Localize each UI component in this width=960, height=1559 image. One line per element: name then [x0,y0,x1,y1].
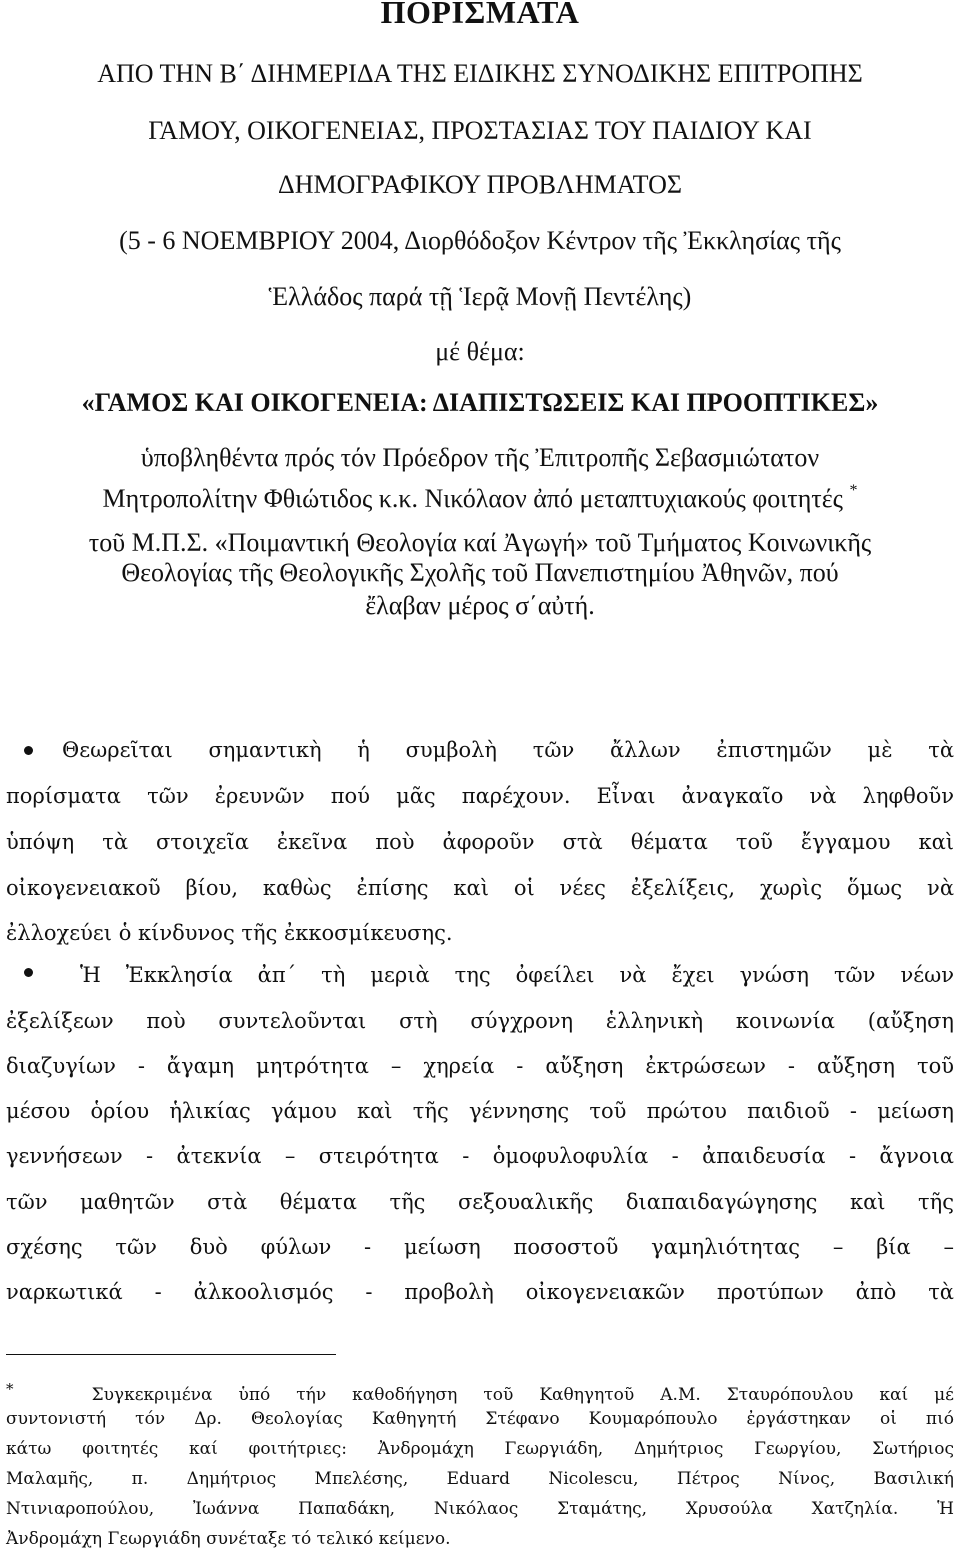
bullet-1-marker [24,746,33,755]
bullet-2-line-6: τῶν μαθητῶν στὰ θέματα τῆς σεξουαλικῆς διαπαιδαγώγησης καὶ τῆς [6,1190,954,1214]
footnote-line-1-text: Συγκεκριμένα ὑπό τήν καθοδήγηση τοῦ Καθηγητοῦ Α.Μ. Σταυρόπουλου καί μέ [91,1385,954,1405]
footnote-marker: * [6,1380,14,1398]
bullet-1-line-5: ἐλλοχεύει ὁ κίνδυνος τῆς ἐκκοσμίκευσης. [6,921,453,945]
footnote-line-4: Μαλαμῆς, π. Δημήτριος Μπελέσης, Eduard Nicolescu, Πέτρος Νίνος, Βασιλική [6,1469,954,1489]
bullet-1-line-1: Θεωρεῖται σημαντικὴ ἡ συμβολὴ τῶν ἄλλων ἐπιστημῶν μὲ τὰ [62,738,954,762]
bullet-2-line-4: μέσου ὁρίου ἡλικίας γάμου καὶ τῆς γέννησης τοῦ πρώτου παιδιοῦ - μείωση [6,1099,954,1123]
bullet-2-marker [24,968,33,977]
footnote-line-5: Ντινιαροπούλου, Ἰωάννα Παπαδάκη, Νικόλαος Σταμάτης, Χρυσούλα Χατζηλία. Ἡ [6,1499,954,1519]
bullet-2-line-7: σχέσης τῶν δυὸ φύλων - μείωση ποσοστοῦ γαμηλιότητας – βία – [6,1235,954,1259]
submission-line-2-text: Μητροπολίτην Φθιώτιδος κ.κ. Νικόλαον ἀπό μεταπτυχιακούς φοιτητές [102,484,843,513]
theme-line: «ΓΑΜΟΣ ΚΑΙ ΟΙΚΟΓΕΝΕΙΑ: ΔΙΑΠΙΣΤΩΣΕΙΣ ΚΑΙ ΠΡΟΟΠΤΙΚΕΣ» [81,388,879,417]
bullet-1-line-4: οἰκογενειακοῦ βίου, καθὼς ἐπίσης καὶ οἱ νέες ἐξελίξεις, χωρὶς ὅμως νὰ [6,876,954,900]
submission-line-5: ἔλαβαν μέρος σ΄αὐτή. [365,591,595,620]
footnote-line-2: συντονιστή τόν Δρ. Θεολογίας Καθηγητή Στέφανο Κουμαρόπουλο ἐργάστηκαν οἱ πιό [6,1409,954,1429]
bullet-2-line-2: ἐξελίξεων ποὺ συντελοῦνται στὴ σύγχρονη ἑλληνικὴ κοινωνία (αὔξηση [6,1009,954,1033]
header-line-6: μέ θέμα: [435,337,525,366]
footnote-reference: * [849,482,858,499]
document-title: ΠΟΡΙΣΜΑΤΑ [380,0,580,30]
header-line-4: (5 - 6 ΝΟΕΜΒΡΙΟΥ 2004, Διορθόδοξον Κέντρον τῆς Ἐκκλησίας τῆς [119,226,841,255]
submission-line-1: ὑποβληθέντα πρός τόν Πρόεδρον τῆς Ἐπιτροπῆς Σεβασμιώτατον [140,443,820,472]
submission-line-2 [0,481,960,521]
bullet-1-line-2: πορίσματα τῶν ἐρευνῶν πού μᾶς παρέχουν. Εἶναι ἀναγκαῖο νὰ ληφθοῦν [6,784,954,808]
footnote-separator [6,1354,336,1355]
bullet-1-line-3: ὑπόψη τὰ στοιχεῖα ἐκεῖνα ποὺ ἀφοροῦν στὰ θέματα τοῦ ἔγγαμου καὶ [6,830,954,854]
submission-line-4: Θεολογίας τῆς Θεολογικῆς Σχολῆς τοῦ Πανεπιστημίου Ἀθηνῶν, πού [121,558,839,587]
bullet-2-line-1: Ἡ Ἐκκλησία ἀπ΄ τὴ μεριὰ της ὀφείλει νὰ ἔχει γνώση τῶν νέων [80,963,954,987]
header-line-5: Ἑλλάδος παρά τῇ Ἱερᾷ Μονῇ Πεντέλης) [268,282,692,311]
bullet-2-line-5: γεννήσεων - ἀτεκνία – στειρότητα - ὁμοφυλοφυλία - ἀπαιδευσία - ἄγνοια [6,1144,954,1168]
bullet-2-line-8: ναρκωτικά - ἀλκοολισμός - προβολὴ οἰκογενειακῶν προτύπων ἀπὸ τὰ [6,1280,954,1304]
header-line-3: ΔΗΜΟΓΡΑΦΙΚΟΥ ΠΡΟΒΛΗΜΑΤΟΣ [277,170,682,199]
header-line-1: ΑΠΟ ΤΗΝ Β΄ ΔΙΗΜΕΡΙΔΑ ΤΗΣ ΕΙΔΙΚΗΣ ΣΥΝΟΔΙΚΗΣ ΕΠΙΤΡΟΠΗΣ [97,59,863,88]
footnote-line-3: κάτω φοιτητές καί φοιτήτριες: Ἀνδρομάχη Γεωργιάδη, Δημήτριος Γεωργίου, Σωτήριος [6,1439,954,1459]
footnote-line-6: Ἀνδρομάχη Γεωργιάδη συνέταξε τό τελικό κείμενο. [6,1529,451,1549]
bullet-2-line-3: διαζυγίων - ἄγαμη μητρότητα – χηρεία - αὔξηση ἐκτρώσεων - αὔξηση τοῦ [6,1054,954,1078]
submission-line-3: τοῦ Μ.Π.Σ. «Ποιμαντική Θεολογία καί Ἀγωγή» τοῦ Τμήματος Κοινωνικῆς [88,528,872,557]
header-line-2: ΓΑΜΟΥ, ΟΙΚΟΓΕΝΕΙΑΣ, ΠΡΟΣΤΑΣΙΑΣ ΤΟΥ ΠΑΙΔΙΟΥ ΚΑΙ [148,116,812,145]
